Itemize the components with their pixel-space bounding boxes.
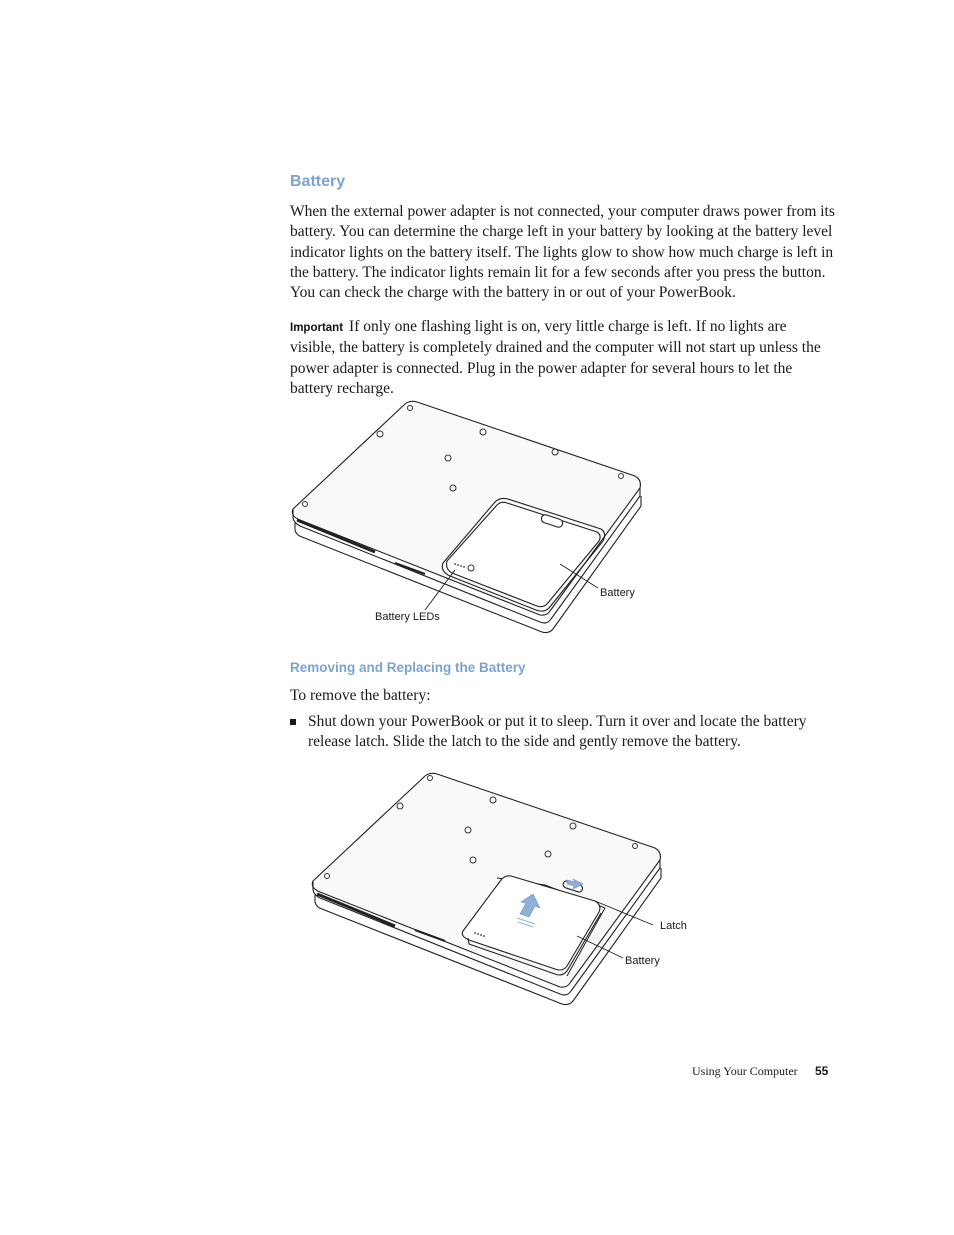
important-note: [290, 317, 835, 399]
figure-battery-removal: [305, 768, 687, 1008]
important-text: If only one flashing light is on, very little charge is left. If no lights are visible, the battery is completely drained and the computer will not start up unless the power adapter is connected. Plug in the power adapter for several hours to let the battery recharge.: [290, 318, 821, 397]
section-title: Battery: [290, 173, 346, 190]
subsection-title: Removing and Replacing the Battery: [290, 660, 526, 675]
footer-chapter: Using Your Computer: [692, 1064, 798, 1078]
battery-callout-label: Battery: [600, 587, 635, 599]
list-item: [290, 712, 835, 753]
battery-leds-callout-label: Battery LEDs: [375, 611, 440, 623]
intro-paragraph: When the external power adapter is not connected, your computer draws power from its battery. You can determine the charge left in your battery by looking at the battery level indicator lights on the battery itself. The lights glow to show how much charge is left in the battery. The indicator lights remain lit for a few seconds after you press the button. You can check the charge with the battery in or out of your PowerBook.: [290, 203, 835, 302]
important-label: Important: [290, 322, 344, 334]
figure-battery-installed: [285, 396, 655, 636]
battery-callout-label-2: Battery: [625, 955, 660, 967]
bullet-icon: [290, 719, 296, 725]
removal-lead: To remove the battery:: [290, 687, 431, 704]
laptop-removal-illustration: [305, 768, 680, 1008]
page-number: 55: [815, 1064, 829, 1078]
list-item-text: Shut down your PowerBook or put it to sleep. Turn it over and locate the battery release latch. Slide the latch to the side and gently remove the battery.: [308, 713, 807, 751]
latch-callout-label: Latch: [660, 920, 687, 932]
laptop-underside-illustration: [285, 396, 655, 636]
